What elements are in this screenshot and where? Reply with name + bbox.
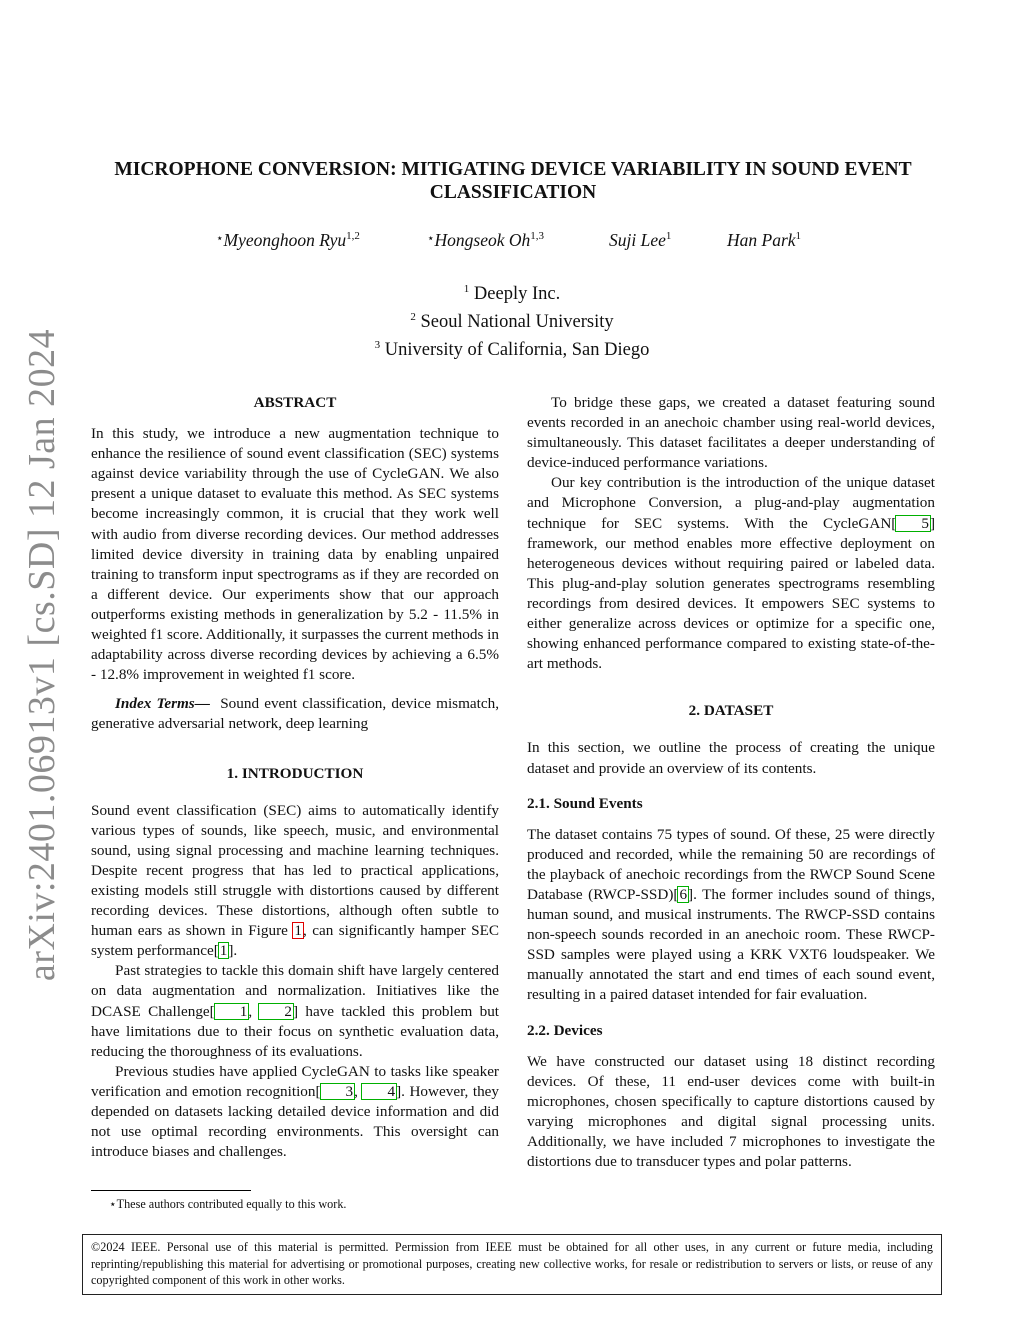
devices-heading: 2.2. Devices (527, 1021, 603, 1039)
abstract-text: In this study, we introduce a new augmentation technique to enhance the resilience of sound event classification (SEC) systems against device variability through the use of CycleGAN. We also present a unique dataset to evaluate this method. As SEC systems become increasingly common, it is crucial that they work well with audio from diverse recording devices. Our method addresses limited device diversity in training data by enabling unpaired training to transform input spectrograms as if they are recorded on a different device. Our experiments show that our approach outperforms existing methods in generalization by 5.2 - 11.5% in weighted f1 score. Additionally, it surpasses the current methods in adaptability across diverse recording devices by achieving a 6.5% - 12.8% improvement in weighted f1 score. (91, 425, 499, 684)
citation-link[interactable]: 3 (321, 1084, 355, 1099)
author-4: Han Park$^1$ (727, 230, 802, 250)
copyright-notice: ©2024 IEEE. Personal use of this material is permitted. Permission from IEEE must be obtained for all other uses, in any current or future media, including reprinting/republishing this material for advertising or promotional purposes, creating new collective works, for resale or redistribution to servers or lists, or reuse of any copyrighted component of this work in other works. (82, 1234, 942, 1295)
index-terms-label: Index Terms— (115, 695, 210, 713)
intro-paragraph-2: Past strategies to tackle this domain shift have largely centered on data augmentation and normalization. Initiatives like the DCASE Challenge[ 1, 2] have tackled this problem but have limitations due to their focus on synthetic evaluation data, reducing the thoroughness of its evaluations. (91, 962, 500, 1060)
sound-events-heading: 2.1. Sound Events (527, 794, 643, 812)
affiliation-2: $^2$ Seoul National University (410, 311, 614, 333)
index-terms-text: Sound event classification, device mismatch, generative adversarial network, deep learning (91, 695, 499, 733)
devices-text: We have constructed our dataset using 18 distinct recording devices. Of these, 11 end-user devices come with built-in microphones, chosen specifically to capture distortions caused by varying microphones and digital signal processing units. Additionally, we have included 7 microphones to investigate the distortions due to transducer types and polar patterns. (527, 1052, 935, 1171)
intro-paragraph-4: To bridge these gaps, we created a dataset featuring sound events recorded in an anechoic chamber using real-world devices, simultaneously. This dataset facilitates a deeper understanding of device-induced performance variations. (527, 394, 935, 472)
intro-paragraph-3: Previous studies have applied CycleGAN to tasks like speaker verification and emotion recognition[ 3, 4]. However, they depended on datasets lacking detailed device information and did not use optimal recording environments. This oversight can introduce biases and challenges. (91, 1062, 500, 1161)
arxiv-identifier-stamp (12, 328, 72, 982)
right-column (527, 393, 935, 1172)
index-terms (91, 694, 499, 734)
author-1-name: Myeonghoon Ryu (223, 230, 347, 250)
arxiv-identifier-text: arXiv:2401.06913v1 [cs.SD] 12 Jan 2024 (21, 328, 63, 982)
citation-link[interactable]: 4 (362, 1084, 396, 1099)
paper-title (100, 158, 926, 204)
abstract-heading: ABSTRACT (253, 394, 337, 411)
title-line-2: CLASSIFICATION (429, 182, 597, 203)
introduction-heading: 1. INTRODUCTION (226, 764, 364, 782)
intro-paragraph-1: Sound event classification (SEC) aims to automatically identify various types of sounds, like speech, music, and environmental sound, using signal processing and machine learning techniques. Despite recent progress that has led to practical applications, existing models still struggle with distortions caused by different recording devices. These distortions, although often subtle to human ears as shown in Figure 1, can significantly hamper SEC system performance[1]. (91, 801, 499, 960)
intro-paragraph-5: Our key contribution is the introduction of the unique dataset and Microphone Conversion, a plug-and-play augmentation technique for SEC systems. With the CycleGAN[ 5] framework, our method enables more effective deployment on heterogeneous devices without requiring paired or labeled data. This plug-and-play solution generates spectrograms resembling recordings from desired devices. It empowers SEC systems to either generalize across devices or optimize for a specific one, showing enhanced performance compared to existing state-of-the-art methods. (527, 474, 935, 673)
affiliation-3: $^3$ University of California, San Diego (374, 339, 650, 361)
citation-link[interactable]: 2 (259, 1004, 293, 1019)
title-line-1: MICROPHONE CONVERSION: MITIGATING DEVICE VARIABILITY IN SOUND EVENT (114, 159, 912, 180)
footnote: ⋆These authors contributed equally to this work. (91, 1190, 499, 1212)
author-4-name: Han Park (727, 230, 796, 250)
sound-events-text: The dataset contains 75 types of sound. Of these, 25 were directly produced and recorded, while the remaining 50 are recordings of the playback of anechoic recordings from the RWCP Sound Scene Database (RWCP-SSD)[6]. The former includes sound of things, human sound, and musical instruments. The RWCP-SSD contains non-speech sounds recorded in an anechoic room. These RWCP-SSD samples were played using a KRK VXT6 loudspeaker. We manually annotated the start and end times of each sound event, resulting in a paired dataset intended for fair evaluation. (527, 825, 935, 1004)
author-2: ⋆Hongseok Oh$^{1,3}$ (427, 230, 545, 250)
author-2-name: Hongseok Oh (434, 230, 531, 250)
citation-link[interactable]: 1 (219, 942, 228, 960)
left-column (91, 393, 499, 1162)
author-list (0, 230, 1024, 254)
citation-link[interactable]: 5 (896, 516, 930, 531)
affiliation-1: $^1$ Deeply Inc. (463, 283, 561, 305)
figure-1-link[interactable]: 1 (294, 922, 302, 940)
author-1: ⋆Myeonghoon Ryu$^{1,2}$ (216, 230, 360, 250)
footnote-text: These authors contributed equally to this work. (116, 1197, 347, 1211)
dataset-heading: 2. DATASET (688, 702, 774, 720)
dataset-intro: In this section, we outline the process of creating the unique dataset and provide an overview of its contents. (527, 739, 935, 777)
author-3: Suji Lee$^1$ (609, 230, 672, 250)
citation-link[interactable]: 6 (679, 885, 688, 903)
footnote-rule (91, 1190, 251, 1191)
affiliation-list (0, 278, 1024, 362)
author-3-name: Suji Lee (609, 230, 666, 250)
citation-link[interactable]: 1 (215, 1004, 249, 1019)
